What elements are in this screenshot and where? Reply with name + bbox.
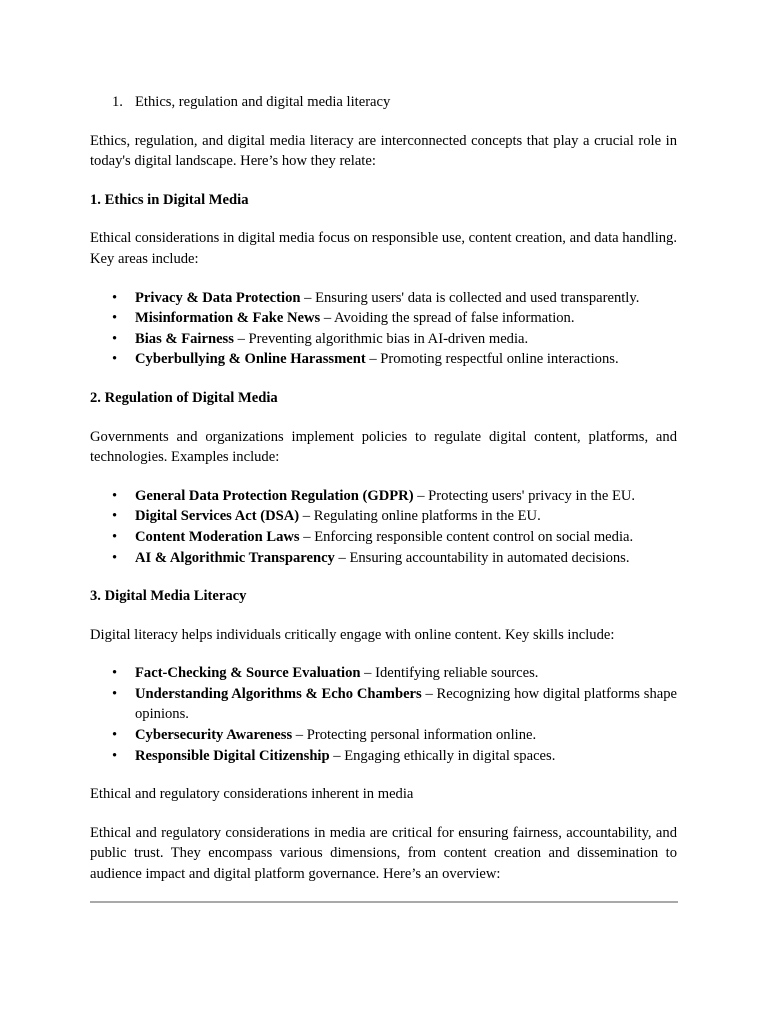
list-item xyxy=(90,329,677,350)
list-item xyxy=(90,527,677,548)
bullet-list-ethics xyxy=(90,288,677,370)
bullet-term: Fact-Checking & Source Evaluation xyxy=(135,665,361,682)
bullet-term: General Data Protection Regulation (GDPR) xyxy=(135,487,414,504)
bullet-desc: – Regulating online platforms in the EU. xyxy=(299,508,541,525)
bullet-list-literacy xyxy=(90,663,677,766)
bullet-term: Understanding Algorithms & Echo Chambers xyxy=(135,685,422,702)
list-item xyxy=(90,725,677,746)
bullet-icon: • xyxy=(112,330,118,347)
closing-paragraph: Ethical and regulatory considerations in media are critical for ensuring fairness, accountability, and public trust. They encompass various dimensions, from content creation and dissemination to audience impact and digital platform governance. Here’s an overview: xyxy=(90,824,677,883)
list-item xyxy=(90,506,677,527)
section-paragraph-regulation: Governments and organizations implement policies to regulate digital content, platforms, and technologies. Examples include: xyxy=(90,428,677,466)
bullet-desc: – Preventing algorithmic bias in AI-driven media. xyxy=(233,330,529,347)
list-item xyxy=(90,308,677,329)
bullet-icon: • xyxy=(112,310,118,327)
bullet-icon: • xyxy=(112,508,118,525)
bullet-icon: • xyxy=(112,487,118,504)
section-heading-literacy: 3. Digital Media Literacy xyxy=(90,588,247,605)
bullet-desc: – Engaging ethically in digital spaces. xyxy=(329,747,556,764)
bullet-term: AI & Algorithmic Transparency xyxy=(135,549,335,566)
bullet-desc: – Ensuring users' data is collected and used transparently. xyxy=(300,289,640,306)
page-divider xyxy=(90,901,678,903)
bullet-desc: – Promoting respectful online interactions. xyxy=(365,351,619,368)
bullet-desc: – Protecting users' privacy in the EU. xyxy=(413,487,636,504)
list-item xyxy=(90,288,677,309)
document-page xyxy=(90,92,677,885)
section-heading-ethics: 1. Ethics in Digital Media xyxy=(90,191,249,208)
list-item xyxy=(90,663,677,684)
section-paragraph-literacy: Digital literacy helps individuals critically engage with online content. Key skills include: xyxy=(90,626,615,643)
intro-paragraph: Ethics, regulation, and digital media literacy are interconnected concepts that play a crucial role in today's digital landscape. Here’s how they relate: xyxy=(90,132,677,170)
list-item xyxy=(90,548,677,569)
section-heading-regulation: 2. Regulation of Digital Media xyxy=(90,389,278,406)
bullet-term: Misinformation & Fake News xyxy=(135,310,321,327)
bullet-desc: – Enforcing responsible content control on social media. xyxy=(299,528,634,545)
list-number: 1. xyxy=(112,94,123,110)
bullet-icon: • xyxy=(112,685,118,702)
bullet-term: Content Moderation Laws xyxy=(135,528,300,545)
bullet-icon: • xyxy=(112,289,118,306)
intro-list-item xyxy=(90,92,677,113)
bullet-term: Cybersecurity Awareness xyxy=(135,727,293,744)
list-item xyxy=(90,349,677,370)
closing-title: Ethical and regulatory considerations inherent in media xyxy=(90,786,414,803)
list-item xyxy=(90,486,677,507)
bullet-term: Responsible Digital Citizenship xyxy=(135,747,330,764)
bullet-term: Digital Services Act (DSA) xyxy=(135,508,300,525)
bullet-desc: – Recognizing how digital platforms shape opinions. xyxy=(135,685,677,723)
list-item xyxy=(90,684,677,725)
bullet-icon: • xyxy=(112,747,118,764)
bullet-list-regulation xyxy=(90,486,677,568)
bullet-desc: – Identifying reliable sources. xyxy=(360,665,539,682)
bullet-term: Privacy & Data Protection xyxy=(135,289,301,306)
bullet-icon: • xyxy=(112,549,118,566)
bullet-term: Cyberbullying & Online Harassment xyxy=(135,351,366,368)
bullet-icon: • xyxy=(112,665,118,682)
bullet-term: Bias & Fairness xyxy=(135,330,234,347)
intro-item-text: Ethics, regulation and digital media literacy xyxy=(135,94,391,110)
bullet-icon: • xyxy=(112,528,118,545)
bullet-icon: • xyxy=(112,351,118,368)
bullet-desc: – Avoiding the spread of false information. xyxy=(320,310,575,327)
bullet-desc: – Ensuring accountability in automated decisions. xyxy=(334,549,630,566)
bullet-icon: • xyxy=(112,727,118,744)
section-paragraph-ethics: Ethical considerations in digital media focus on responsible use, content creation, and data handling. Key areas include: xyxy=(90,230,677,267)
bullet-desc: – Protecting personal information online. xyxy=(292,727,537,744)
list-item xyxy=(90,746,677,767)
